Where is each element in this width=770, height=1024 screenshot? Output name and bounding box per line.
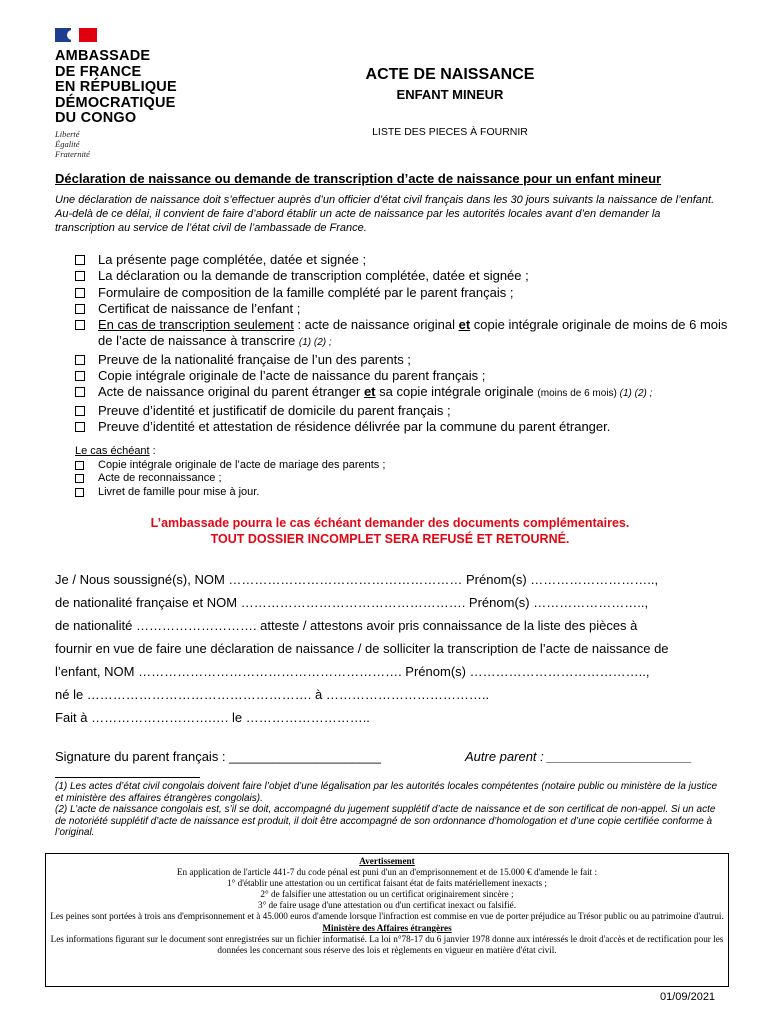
legal-warning-box: Avertissement En application de l'article 441-7 du code pénal est puni d'un an d'emprisonnement et de 15.000 € d'amende le fait : 1° d'établir une attestation ou un certificat faisant état de faits matériellement inexacts ; 2° de falsifier une attestation ou un certificat originairement sincère ; 3° de faire usage d'une attestation ou d'un certificat inexact ou falsifié. Les peines sont portées à trois ans d'emprisonnement et à 45.000 euros d'amende lorsque l'infraction est commise en vue de porter préjudice au Trésor public ou au patrimoine d'autrui. Ministère des Affaires étrangères Les informations figurant sur le document sont enregistrées sur un fichier informatisé. La loi n°78-17 du 6 janvier 1978 donne aux intéressés le droit d'accès et de rectification pour les données les concernant sous réserve des lois et règlements en vigueur en matière d'état civil.	[45, 853, 729, 987]
document-title: ACTE DE NAISSANCE	[365, 66, 535, 83]
embassy-line: DU CONGO	[55, 110, 137, 126]
required-documents-list	[75, 252, 735, 435]
list-item: Livret de famille pour mise à jour.	[75, 486, 385, 500]
document-date: 01/09/2021	[660, 991, 716, 1003]
list-item: Acte de naissance original du parent étranger et sa copie intégrale originale (moins de 6 mois) (1) (2) ;	[75, 384, 735, 402]
form-line[interactable]: Je / Nous soussigné(s), NOM ……………………………………………… Prénom(s) ………………………..,	[55, 572, 659, 587]
checkbox[interactable]	[75, 422, 85, 432]
section-heading: Déclaration de naissance ou demande de transcription d’acte de naissance pour un enfant mineur	[55, 171, 662, 186]
list-item: Formulaire de composition de la famille complété par le parent français ;	[75, 285, 735, 301]
footnote-divider	[55, 777, 200, 778]
document-subtitle: ENFANT MINEUR	[396, 87, 504, 102]
list-item: Acte de reconnaissance ;	[75, 472, 385, 486]
embassy-line: DE FRANCE	[55, 63, 142, 80]
checkbox[interactable]	[75, 406, 85, 416]
list-item: Preuve d’identité et justificatif de domicile du parent français ;	[75, 403, 735, 419]
checkbox[interactable]	[75, 371, 85, 381]
form-line[interactable]: de nationalité française et NOM ……………………………………………. Prénom(s) ……………………..,	[55, 595, 649, 610]
form-line[interactable]: né le ……………………………………………. à ………………………………..	[55, 687, 490, 702]
list-item: Preuve d’identité et attestation de résidence délivrée par la commune du parent étranger.	[75, 419, 735, 435]
ministry-title: Ministère des Affaires étrangères	[322, 923, 452, 933]
list-item: Copie intégrale originale de l’acte de mariage des parents ;	[75, 459, 385, 473]
list-item: Preuve de la nationalité française de l’un des parents ;	[75, 352, 735, 368]
footnotes	[55, 781, 725, 839]
warning-title: Avertissement	[359, 856, 415, 866]
checkbox[interactable]	[75, 304, 85, 314]
list-item: Copie intégrale originale de l’acte de naissance du parent français ;	[75, 368, 735, 384]
footnote-1: (1) Les actes d’état civil congolais doivent faire l’objet d’une légalisation par les autorités locales compétentes (notaire public ou ministère de la justice et ministère des affaires étrangères congolais).	[55, 781, 718, 804]
checkbox[interactable]	[75, 288, 85, 298]
checkbox[interactable]	[75, 255, 85, 265]
optional-documents: Le cas échéant : Copie intégrale originale de l’acte de mariage des parents ; Acte de reconnaissance ; Livret de famille pour mise à jour.	[75, 445, 386, 498]
form-line: fournir en vue de faire une déclaration de naissance / de solliciter la transcription de l’acte de naissance de	[55, 641, 669, 656]
embassy-line: DÉMOCRATIQUE	[55, 94, 176, 111]
checkbox[interactable]	[75, 271, 85, 281]
republic-motto: Liberté Égalité Fraternité	[55, 129, 90, 159]
checkbox[interactable]	[75, 387, 85, 397]
list-item: La présente page complétée, datée et signée ;	[75, 252, 735, 268]
signature-other-parent[interactable]: Autre parent : ____________________	[465, 749, 692, 764]
checkbox[interactable]	[75, 320, 85, 330]
checkbox[interactable]	[75, 488, 84, 497]
red-warning: L’ambassade pourra le cas échéant demander des documents complémentaires. TOUT DOSSIER INCOMPLET SERA REFUSÉ ET RETOURNÉ.	[150, 516, 630, 546]
intro-text: Une déclaration de naissance doit s’effectuer auprès d’un officier d’état civil français dans les 30 jours suivants la naissance de l’enfant. Au-delà de ce délai, il convient de faire d’abord établir un acte de naissance par les autorités locales avant d’en demander la transcription au service de l’état civil de l’ambassade de France.	[55, 194, 715, 234]
french-flag-logo	[55, 28, 97, 42]
form-line[interactable]: l’enfant, NOM ……………………………………………………. Prénom(s) …………………………………..,	[55, 664, 650, 679]
list-item: La déclaration ou la demande de transcription complétée, datée et signée ;	[75, 268, 735, 284]
embassy-line: EN RÉPUBLIQUE	[55, 79, 177, 95]
checkbox[interactable]	[75, 355, 85, 365]
embassy-name	[55, 49, 177, 127]
list-item: En cas de transcription seulement : acte de naissance original et copie intégrale originale de moins de 6 mois de l’acte de naissance à transcrire (1) (2) ;	[75, 317, 735, 352]
footnote-2: (2) L’acte de naissance congolais est, s’il se doit, accompagné du jugement supplétif d’acte de naissance et de son certificat de non-appel. Si un acte de notoriété supplétif d’acte de naissance est produit, il doit être accompagné de son ordonnance d’homologation et d’une copie certifiée conforme à l’original.	[55, 804, 716, 838]
signature-french-parent[interactable]: Signature du parent français : _____________________	[55, 749, 381, 764]
checkbox[interactable]	[75, 461, 84, 470]
list-title: LISTE DES PIECES À FOURNIR	[372, 126, 528, 138]
embassy-line: AMBASSADE	[55, 48, 151, 64]
checkbox[interactable]	[75, 474, 84, 483]
form-line[interactable]: Fait à ……………………….…. le ………………………..	[55, 710, 370, 725]
list-item: Certificat de naissance de l’enfant ;	[75, 301, 735, 317]
form-line[interactable]: de nationalité ………………………. atteste / attestons avoir pris connaissance de la liste des pièces à	[55, 618, 638, 633]
